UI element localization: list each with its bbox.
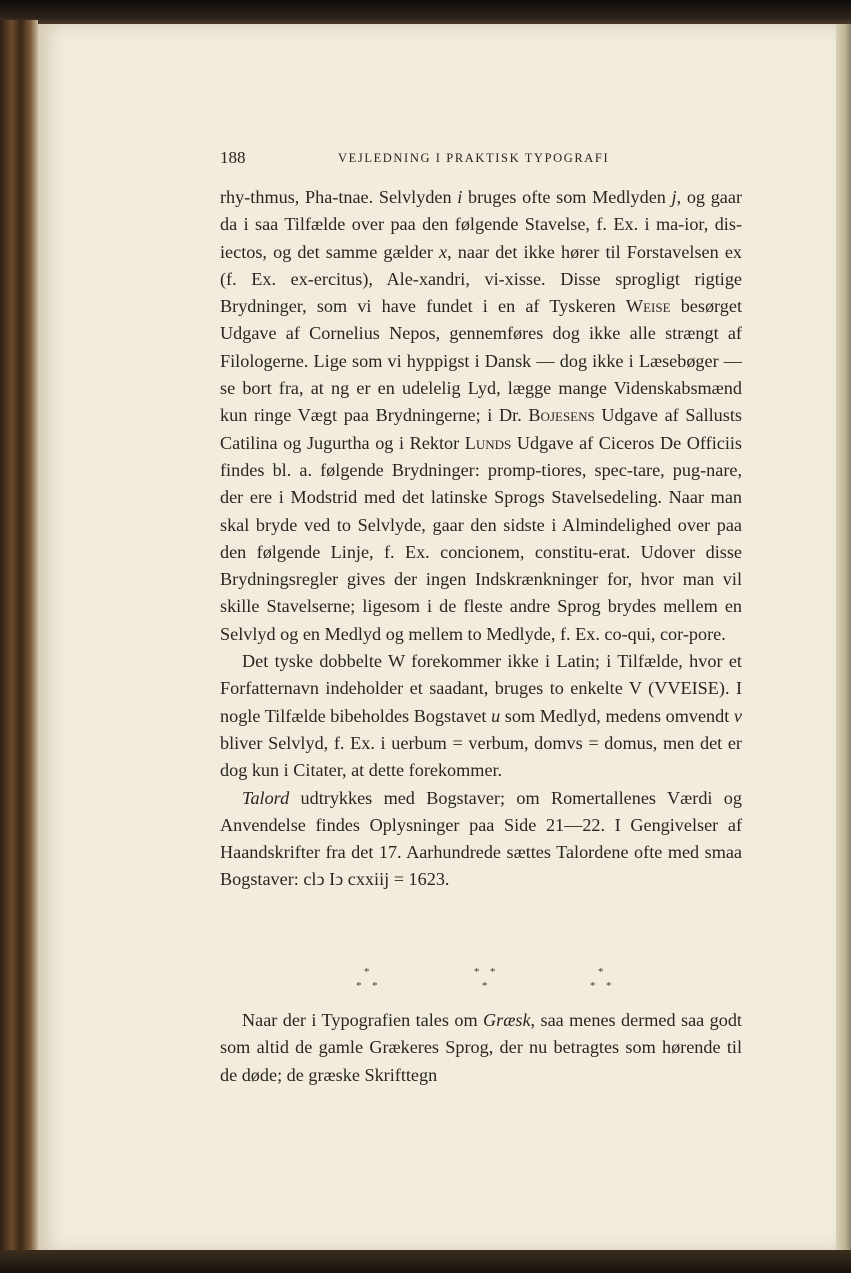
- star-ornament: *: [606, 980, 612, 992]
- asterism-divider: [350, 966, 610, 996]
- star-ornament: *: [372, 980, 378, 992]
- star-ornament: *: [490, 966, 496, 978]
- book-bottom-edge: [0, 1250, 851, 1273]
- page-stack-edge: [836, 24, 851, 1254]
- star-ornament: *: [364, 966, 370, 978]
- section-text: [220, 1007, 742, 1089]
- star-ornament: *: [356, 980, 362, 992]
- star-ornament: *: [590, 980, 596, 992]
- paragraph-1: rhy-thmus, Pha-tnae. Selvlyden i bruges ofte som Medlyden j, og gaar da i saa Tilfælde over paa den følgende Stavelse, f. Ex. i ma-ior, dis-iectos, og det samme gælder x, naar det ikke hører til Forstavelsen ex (f. Ex. ex-ercitus), Ale-xandri, vi-xisse. Disse sprogligt rigtige Brydninger, som vi have fundet i en af Tyskeren Weise besørget Udgave af Cornelius Nepos, gennemføres dog ikke alle strængt af Filologerne. Lige som vi hyppigst i Dansk — dog ikke i Læsebøger — se bort fra, at ng er en udelelig Lyd, lægge mange Videnskabsmænd kun ringe Vægt paa Brydningerne; i Dr. Bojesens Udgave af Sallusts Catilina og Jugurtha og i Rektor Lunds Udgave af Ciceros De Officiis findes bl. a. følgende Brydninger: promp-tiores, spec-tare, pug-nare, der ere i Modstrid med det latinske Sprogs Stavelsedeling. Naar man skal bryde ved to Selvlyde, gaar den sidste i Almindelighed over paa den følgende Linje, f. Ex. concionem, constitu-erat. Udover disse Brydningsregler gives der ingen Indskrænkninger for, hvor man vil skille Stavelserne; ligesom i de fleste andre Sprog brydes mellem en Selvlyd og en Medlyd og mellem to Medlyde, f. Ex. co-qui, cor-pore.: [220, 187, 742, 644]
- running-head: [220, 148, 750, 172]
- paragraph-3: Talord udtrykkes med Bogstaver; om Romertallenes Værdi og Anvendelse findes Oplysninger paa Side 21—22. I Gengivelser af Haandskrifter fra det 17. Aarhundrede sættes Talordene ofte med smaa Bogstaver: clↄ Iↄ cxxiij = 1623.: [220, 787, 742, 890]
- star-ornament: *: [598, 966, 604, 978]
- paragraph-2: Det tyske dobbelte W forekommer ikke i Latin; i Tilfælde, hvor et Forfatternavn indeholder et saadant, bruges to enkelte V (VVEISE). I nogle Tilfælde bibeholdes Bogstavet u som Medlyd, medens omvendt v bliver Selvlyd, f. Ex. i uerbum = verbum, domvs = domus, men det er dog kun i Citater, at dette forekommer.: [220, 651, 742, 781]
- main-text: [220, 184, 742, 894]
- running-title: VEJLEDNING I PRAKTISK TYPOGRAFI: [338, 151, 610, 165]
- star-ornament: *: [474, 966, 480, 978]
- book-binding: [0, 20, 38, 1253]
- paragraph-4: Naar der i Typografien tales om Græsk, saa menes dermed saa godt som altid de gamle Grækeres Sprog, der nu betragtes som hørende til de døde; de græske Skrifttegn: [220, 1010, 742, 1085]
- page-number: 188: [220, 148, 246, 167]
- star-ornament: *: [482, 980, 488, 992]
